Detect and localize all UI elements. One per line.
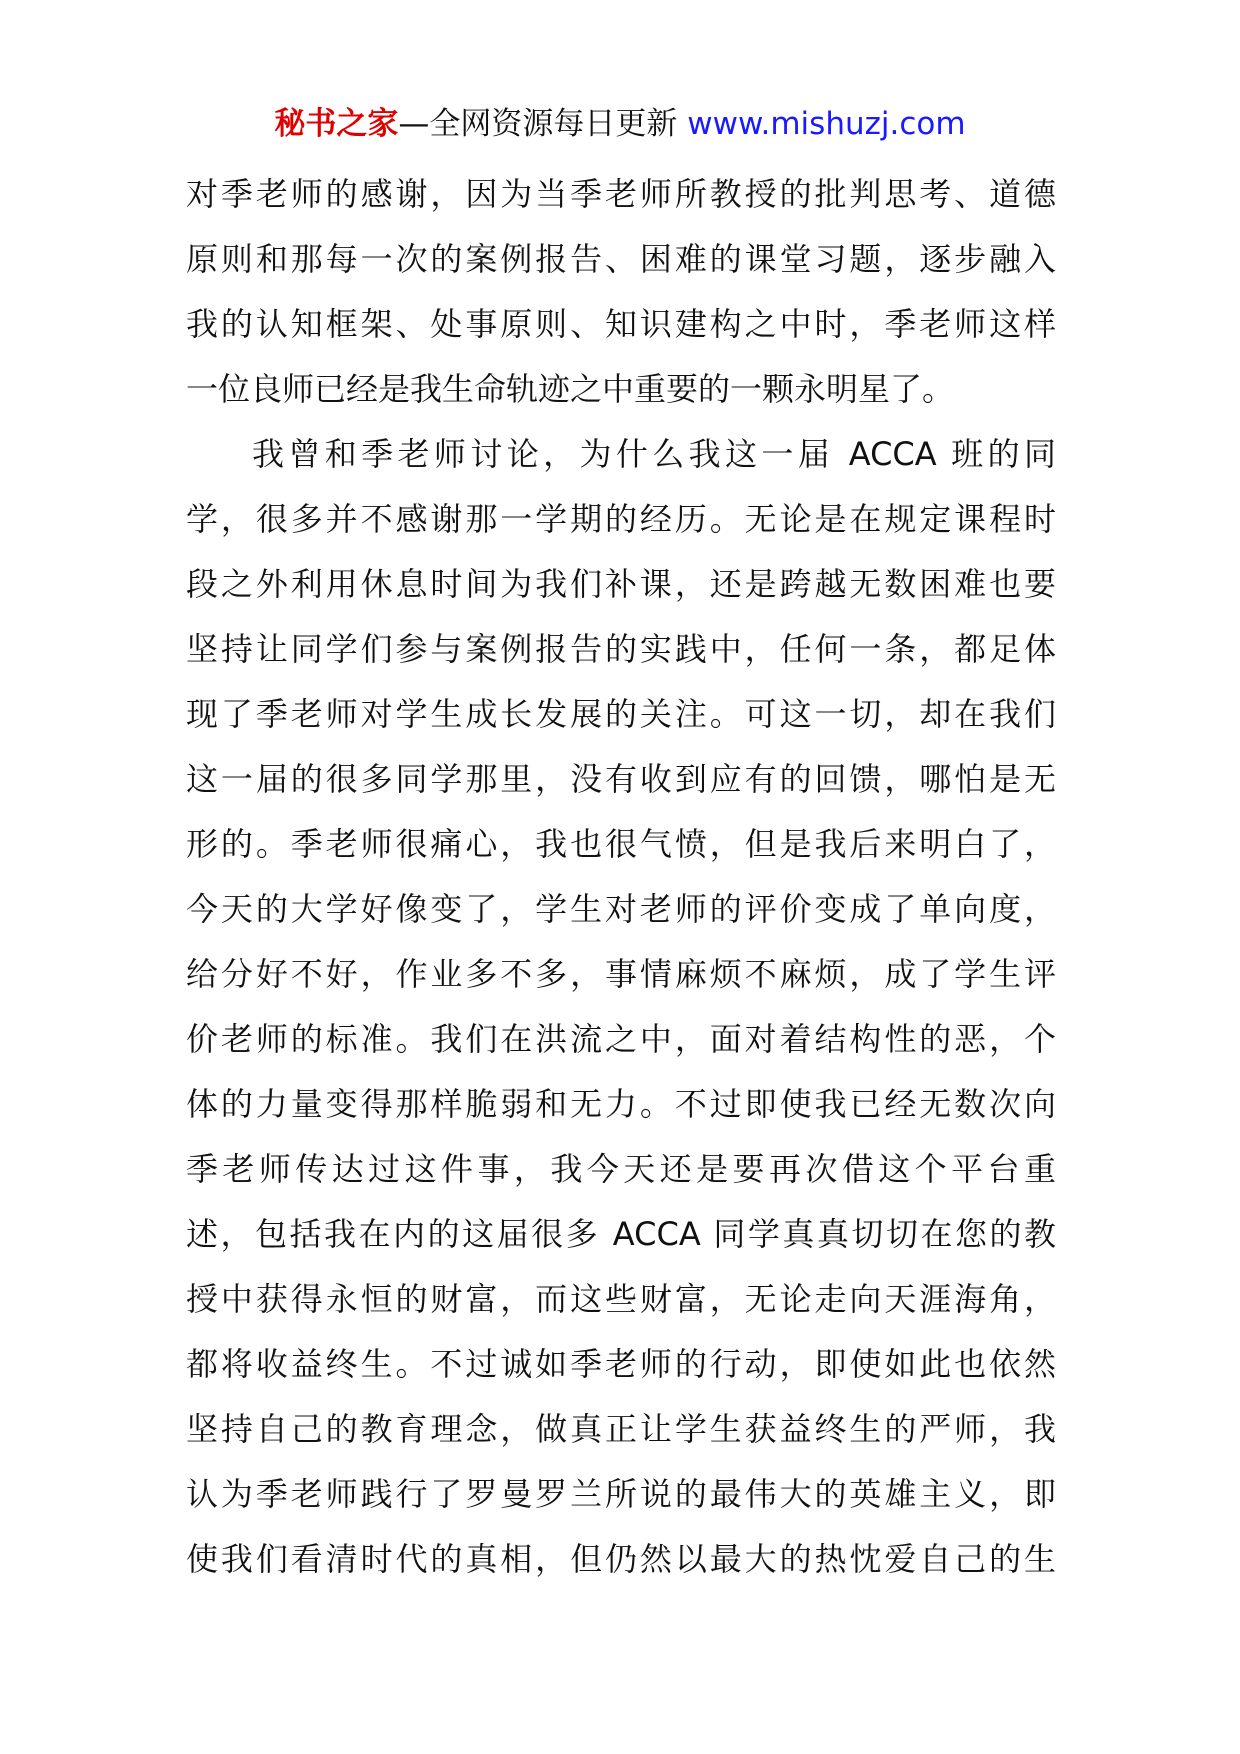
document-body (186, 162, 1056, 1592)
text-line: 我的认知框架、处事原则、知识建构之中时，季老师这样 (186, 305, 1056, 343)
text-line: 我曾和季老师讨论，为什么我这一届 ACCA 班的同 (252, 435, 1056, 473)
text-line: 授中获得永恒的财富，而这些财富，无论走向天涯海角， (186, 1280, 1056, 1318)
text-line: 都将收益终生。不过诚如季老师的行动，即使如此也依然 (186, 1345, 1056, 1383)
paragraph-1 (186, 162, 1056, 422)
text-line: 述，包括我在内的这届很多 ACCA 同学真真切切在您的教 (186, 1215, 1056, 1253)
text-line: 认为季老师践行了罗曼罗兰所说的最伟大的英雄主义，即 (186, 1475, 1056, 1513)
paragraph-2 (186, 422, 1056, 1592)
text-line: 一位良师已经是我生命轨迹之中重要的一颗永明星了。 (186, 370, 955, 408)
text-line: 坚持自己的教育理念，做真正让学生获益终生的严师，我 (186, 1410, 1056, 1448)
text-line: 对季老师的感谢，因为当季老师所教授的批判思考、道德 (186, 175, 1056, 213)
header-tagline: —全网资源每日更新 (398, 106, 678, 142)
text-line: 原则和那每一次的案例报告、困难的课堂习题，逐步融入 (186, 240, 1056, 278)
text-line: 这一届的很多同学那里，没有收到应有的回馈，哪怕是无 (186, 760, 1056, 798)
text-line: 价老师的标准。我们在洪流之中，面对着结构性的恶，个 (186, 1020, 1056, 1058)
text-line: 今天的大学好像变了，学生对老师的评价变成了单向度， (186, 890, 1056, 928)
website-link[interactable]: www.mishuzj.com (687, 106, 966, 142)
text-line: 学，很多并不感谢那一学期的经历。无论是在规定课程时 (186, 500, 1056, 538)
text-line: 坚持让同学们参与案例报告的实践中，任何一条，都足体 (186, 630, 1056, 668)
text-line: 使我们看清时代的真相，但仍然以最大的热忱爱自己的生 (186, 1540, 1056, 1578)
page-header (0, 104, 1240, 144)
brand-name: 秘书之家 (274, 106, 399, 142)
text-line: 形的。季老师很痛心，我也很气愤，但是我后来明白了， (186, 825, 1056, 863)
text-line: 段之外利用休息时间为我们补课，还是跨越无数困难也要 (186, 565, 1056, 603)
text-line: 现了季老师对学生成长发展的关注。可这一切，却在我们 (186, 695, 1056, 733)
text-line: 季老师传达过这件事，我今天还是要再次借这个平台重 (186, 1150, 1056, 1188)
text-line: 体的力量变得那样脆弱和无力。不过即使我已经无数次向 (186, 1085, 1056, 1123)
text-line: 给分好不好，作业多不多，事情麻烦不麻烦，成了学生评 (186, 955, 1056, 993)
